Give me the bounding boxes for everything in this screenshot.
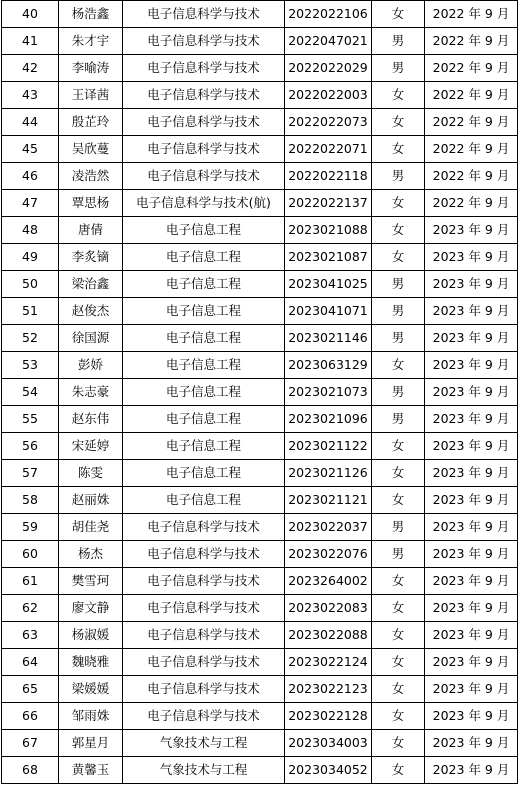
student-name-cell: 赵俊杰 xyxy=(59,298,123,325)
gender-cell: 男 xyxy=(372,28,425,55)
gender-cell: 女 xyxy=(372,109,425,136)
student-name-cell: 吴欣蔓 xyxy=(59,136,123,163)
table-row xyxy=(2,82,518,109)
student-name-cell: 胡佳尧 xyxy=(59,514,123,541)
enrollment-date-cell: 2023 年 9 月 xyxy=(425,298,518,325)
table-row xyxy=(2,595,518,622)
major-cell: 电子信息工程 xyxy=(123,298,285,325)
student-id-cell: 2023022123 xyxy=(285,676,372,703)
enrollment-date-cell: 2022 年 9 月 xyxy=(425,28,518,55)
student-name-cell: 覃思杨 xyxy=(59,190,123,217)
enrollment-date-cell: 2023 年 9 月 xyxy=(425,676,518,703)
gender-cell: 女 xyxy=(372,730,425,757)
student-name-cell: 王译茜 xyxy=(59,82,123,109)
student-name-cell: 陈雯 xyxy=(59,460,123,487)
row-index-cell: 42 xyxy=(2,55,59,82)
student-name-cell: 唐倩 xyxy=(59,217,123,244)
enrollment-date-cell: 2023 年 9 月 xyxy=(425,217,518,244)
student-id-cell: 2022022071 xyxy=(285,136,372,163)
major-cell: 电子信息科学与技术 xyxy=(123,541,285,568)
student-id-cell: 2023022088 xyxy=(285,622,372,649)
table-row xyxy=(2,352,518,379)
table-row xyxy=(2,703,518,730)
row-index-cell: 64 xyxy=(2,649,59,676)
student-id-cell: 2022047021 xyxy=(285,28,372,55)
student-name-cell: 梁治鑫 xyxy=(59,271,123,298)
student-id-cell: 2023021096 xyxy=(285,406,372,433)
table-row xyxy=(2,622,518,649)
student-name-cell: 杨淑媛 xyxy=(59,622,123,649)
student-id-cell: 2023021087 xyxy=(285,244,372,271)
student-id-cell: 2023063129 xyxy=(285,352,372,379)
student-id-cell: 2023022128 xyxy=(285,703,372,730)
table-row xyxy=(2,730,518,757)
table-row xyxy=(2,28,518,55)
gender-cell: 男 xyxy=(372,379,425,406)
table-row xyxy=(2,676,518,703)
table-row xyxy=(2,163,518,190)
table-row xyxy=(2,568,518,595)
table-row xyxy=(2,325,518,352)
table-row xyxy=(2,55,518,82)
gender-cell: 男 xyxy=(372,163,425,190)
enrollment-date-cell: 2023 年 9 月 xyxy=(425,703,518,730)
table-row xyxy=(2,298,518,325)
student-name-cell: 朱志豪 xyxy=(59,379,123,406)
student-id-cell: 2023021121 xyxy=(285,487,372,514)
table-row xyxy=(2,217,518,244)
student-id-cell: 2023021073 xyxy=(285,379,372,406)
table-row xyxy=(2,514,518,541)
major-cell: 电子信息科学与技术 xyxy=(123,649,285,676)
enrollment-date-cell: 2023 年 9 月 xyxy=(425,325,518,352)
roster-body xyxy=(2,1,518,784)
major-cell: 电子信息科学与技术 xyxy=(123,595,285,622)
enrollment-date-cell: 2023 年 9 月 xyxy=(425,460,518,487)
row-index-cell: 63 xyxy=(2,622,59,649)
student-name-cell: 邹雨姝 xyxy=(59,703,123,730)
student-name-cell: 廖文静 xyxy=(59,595,123,622)
table-row xyxy=(2,649,518,676)
gender-cell: 男 xyxy=(372,55,425,82)
table-row xyxy=(2,541,518,568)
major-cell: 电子信息科学与技术 xyxy=(123,676,285,703)
gender-cell: 男 xyxy=(372,406,425,433)
enrollment-date-cell: 2022 年 9 月 xyxy=(425,1,518,28)
student-id-cell: 2022022137 xyxy=(285,190,372,217)
student-roster-table xyxy=(1,0,518,784)
major-cell: 电子信息工程 xyxy=(123,352,285,379)
row-index-cell: 40 xyxy=(2,1,59,28)
enrollment-date-cell: 2023 年 9 月 xyxy=(425,379,518,406)
table-row xyxy=(2,433,518,460)
major-cell: 电子信息科学与技术(航) xyxy=(123,190,285,217)
student-name-cell: 梁媛媛 xyxy=(59,676,123,703)
major-cell: 电子信息工程 xyxy=(123,271,285,298)
row-index-cell: 53 xyxy=(2,352,59,379)
student-id-cell: 2023022037 xyxy=(285,514,372,541)
gender-cell: 女 xyxy=(372,244,425,271)
gender-cell: 男 xyxy=(372,541,425,568)
row-index-cell: 58 xyxy=(2,487,59,514)
row-index-cell: 60 xyxy=(2,541,59,568)
student-name-cell: 李炙镝 xyxy=(59,244,123,271)
enrollment-date-cell: 2023 年 9 月 xyxy=(425,352,518,379)
gender-cell: 女 xyxy=(372,190,425,217)
student-id-cell: 2023034003 xyxy=(285,730,372,757)
student-name-cell: 李喻涛 xyxy=(59,55,123,82)
major-cell: 电子信息科学与技术 xyxy=(123,136,285,163)
gender-cell: 女 xyxy=(372,1,425,28)
gender-cell: 女 xyxy=(372,649,425,676)
enrollment-date-cell: 2022 年 9 月 xyxy=(425,109,518,136)
enrollment-date-cell: 2023 年 9 月 xyxy=(425,244,518,271)
student-name-cell: 宋延婷 xyxy=(59,433,123,460)
student-id-cell: 2022022003 xyxy=(285,82,372,109)
student-id-cell: 2023034052 xyxy=(285,757,372,784)
row-index-cell: 41 xyxy=(2,28,59,55)
gender-cell: 男 xyxy=(372,514,425,541)
row-index-cell: 43 xyxy=(2,82,59,109)
row-index-cell: 46 xyxy=(2,163,59,190)
student-name-cell: 郭星月 xyxy=(59,730,123,757)
table-row xyxy=(2,136,518,163)
student-name-cell: 彭娇 xyxy=(59,352,123,379)
row-index-cell: 47 xyxy=(2,190,59,217)
table-row xyxy=(2,271,518,298)
row-index-cell: 68 xyxy=(2,757,59,784)
enrollment-date-cell: 2023 年 9 月 xyxy=(425,433,518,460)
enrollment-date-cell: 2022 年 9 月 xyxy=(425,163,518,190)
enrollment-date-cell: 2023 年 9 月 xyxy=(425,271,518,298)
enrollment-date-cell: 2023 年 9 月 xyxy=(425,595,518,622)
gender-cell: 女 xyxy=(372,757,425,784)
major-cell: 气象技术与工程 xyxy=(123,730,285,757)
row-index-cell: 51 xyxy=(2,298,59,325)
major-cell: 电子信息科学与技术 xyxy=(123,55,285,82)
row-index-cell: 67 xyxy=(2,730,59,757)
student-id-cell: 2023041025 xyxy=(285,271,372,298)
student-name-cell: 杨杰 xyxy=(59,541,123,568)
row-index-cell: 45 xyxy=(2,136,59,163)
major-cell: 电子信息科学与技术 xyxy=(123,28,285,55)
enrollment-date-cell: 2023 年 9 月 xyxy=(425,406,518,433)
table-row xyxy=(2,757,518,784)
gender-cell: 男 xyxy=(372,271,425,298)
major-cell: 电子信息工程 xyxy=(123,406,285,433)
enrollment-date-cell: 2023 年 9 月 xyxy=(425,649,518,676)
row-index-cell: 65 xyxy=(2,676,59,703)
student-id-cell: 2022022106 xyxy=(285,1,372,28)
student-name-cell: 凌浩然 xyxy=(59,163,123,190)
enrollment-date-cell: 2023 年 9 月 xyxy=(425,514,518,541)
major-cell: 电子信息科学与技术 xyxy=(123,1,285,28)
student-name-cell: 魏晓雅 xyxy=(59,649,123,676)
student-id-cell: 2022022073 xyxy=(285,109,372,136)
table-row xyxy=(2,244,518,271)
table-row xyxy=(2,406,518,433)
student-name-cell: 赵丽姝 xyxy=(59,487,123,514)
gender-cell: 女 xyxy=(372,352,425,379)
student-name-cell: 赵东伟 xyxy=(59,406,123,433)
enrollment-date-cell: 2023 年 9 月 xyxy=(425,568,518,595)
gender-cell: 女 xyxy=(372,622,425,649)
row-index-cell: 54 xyxy=(2,379,59,406)
gender-cell: 女 xyxy=(372,595,425,622)
row-index-cell: 56 xyxy=(2,433,59,460)
major-cell: 电子信息工程 xyxy=(123,217,285,244)
row-index-cell: 44 xyxy=(2,109,59,136)
major-cell: 电子信息工程 xyxy=(123,379,285,406)
student-id-cell: 2023022124 xyxy=(285,649,372,676)
row-index-cell: 66 xyxy=(2,703,59,730)
student-id-cell: 2023022083 xyxy=(285,595,372,622)
table-row xyxy=(2,487,518,514)
table-row xyxy=(2,1,518,28)
enrollment-date-cell: 2023 年 9 月 xyxy=(425,622,518,649)
table-row xyxy=(2,109,518,136)
student-name-cell: 黄馨玉 xyxy=(59,757,123,784)
gender-cell: 女 xyxy=(372,703,425,730)
major-cell: 气象技术与工程 xyxy=(123,757,285,784)
enrollment-date-cell: 2023 年 9 月 xyxy=(425,541,518,568)
enrollment-date-cell: 2023 年 9 月 xyxy=(425,757,518,784)
student-name-cell: 徐国源 xyxy=(59,325,123,352)
major-cell: 电子信息科学与技术 xyxy=(123,703,285,730)
major-cell: 电子信息科学与技术 xyxy=(123,109,285,136)
gender-cell: 男 xyxy=(372,325,425,352)
major-cell: 电子信息工程 xyxy=(123,325,285,352)
enrollment-date-cell: 2022 年 9 月 xyxy=(425,190,518,217)
student-id-cell: 2023264002 xyxy=(285,568,372,595)
major-cell: 电子信息工程 xyxy=(123,433,285,460)
student-id-cell: 2022022029 xyxy=(285,55,372,82)
row-index-cell: 50 xyxy=(2,271,59,298)
student-name-cell: 杨浩鑫 xyxy=(59,1,123,28)
student-id-cell: 2023022076 xyxy=(285,541,372,568)
enrollment-date-cell: 2022 年 9 月 xyxy=(425,82,518,109)
row-index-cell: 55 xyxy=(2,406,59,433)
gender-cell: 女 xyxy=(372,676,425,703)
student-id-cell: 2023021122 xyxy=(285,433,372,460)
major-cell: 电子信息工程 xyxy=(123,460,285,487)
gender-cell: 女 xyxy=(372,433,425,460)
major-cell: 电子信息科学与技术 xyxy=(123,163,285,190)
student-id-cell: 2023021146 xyxy=(285,325,372,352)
enrollment-date-cell: 2022 年 9 月 xyxy=(425,136,518,163)
gender-cell: 女 xyxy=(372,82,425,109)
student-id-cell: 2023021126 xyxy=(285,460,372,487)
enrollment-date-cell: 2022 年 9 月 xyxy=(425,55,518,82)
gender-cell: 男 xyxy=(372,298,425,325)
student-id-cell: 2023021088 xyxy=(285,217,372,244)
major-cell: 电子信息科学与技术 xyxy=(123,568,285,595)
major-cell: 电子信息工程 xyxy=(123,244,285,271)
row-index-cell: 62 xyxy=(2,595,59,622)
major-cell: 电子信息科学与技术 xyxy=(123,622,285,649)
student-name-cell: 樊雪珂 xyxy=(59,568,123,595)
enrollment-date-cell: 2023 年 9 月 xyxy=(425,487,518,514)
gender-cell: 女 xyxy=(372,136,425,163)
gender-cell: 女 xyxy=(372,217,425,244)
row-index-cell: 61 xyxy=(2,568,59,595)
student-id-cell: 2022022118 xyxy=(285,163,372,190)
table-row xyxy=(2,460,518,487)
gender-cell: 女 xyxy=(372,568,425,595)
row-index-cell: 48 xyxy=(2,217,59,244)
table-row xyxy=(2,190,518,217)
row-index-cell: 52 xyxy=(2,325,59,352)
row-index-cell: 57 xyxy=(2,460,59,487)
major-cell: 电子信息工程 xyxy=(123,487,285,514)
row-index-cell: 59 xyxy=(2,514,59,541)
major-cell: 电子信息科学与技术 xyxy=(123,514,285,541)
gender-cell: 女 xyxy=(372,487,425,514)
student-name-cell: 殷芷玲 xyxy=(59,109,123,136)
major-cell: 电子信息科学与技术 xyxy=(123,82,285,109)
gender-cell: 女 xyxy=(372,460,425,487)
table-row xyxy=(2,379,518,406)
row-index-cell: 49 xyxy=(2,244,59,271)
student-id-cell: 2023041071 xyxy=(285,298,372,325)
enrollment-date-cell: 2023 年 9 月 xyxy=(425,730,518,757)
student-name-cell: 朱才宇 xyxy=(59,28,123,55)
